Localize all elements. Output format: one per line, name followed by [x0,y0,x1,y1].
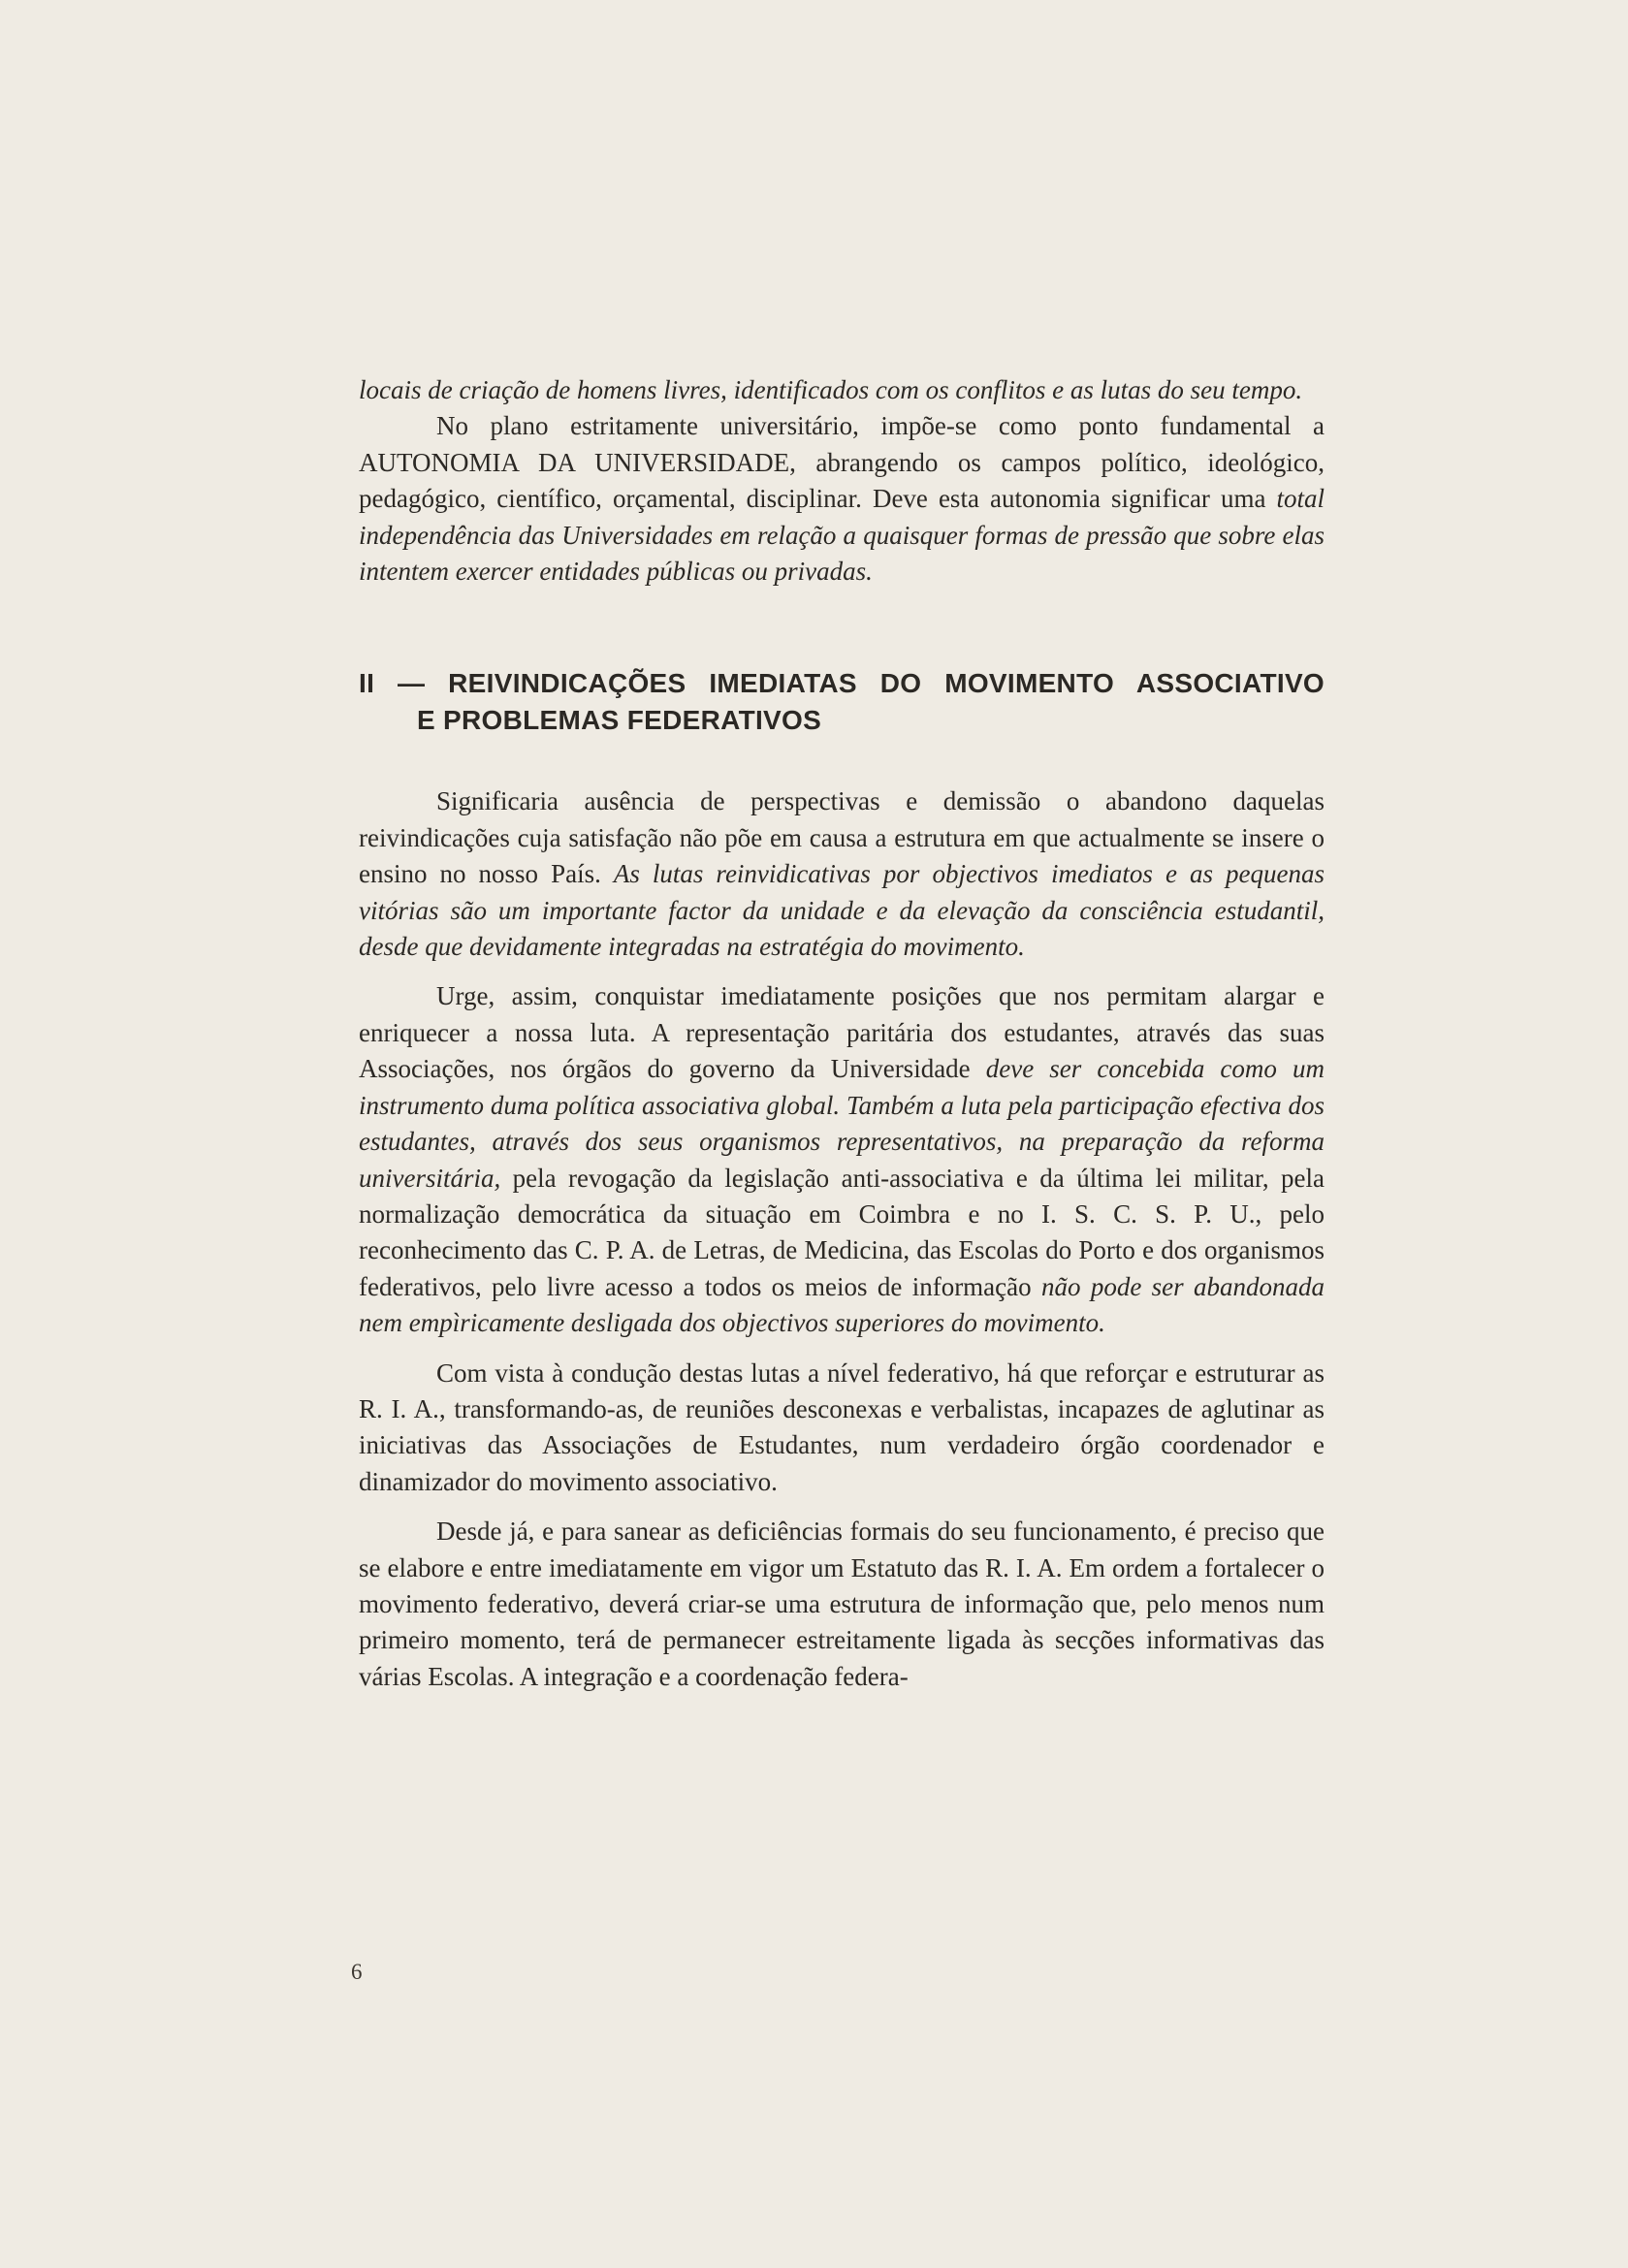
body-text: No plano estritamente universitário, impõe-se como ponto fundamental a AUTONOMIA DA UNIVERSIDADE, abrangendo os campos político, ideológico, pedagógico, científico, orçamental, disciplinar. Deve esta autonomia significar uma [359,411,1325,514]
body-text: Com vista à condução destas lutas a nível federativo, há que reforçar e estruturar as R. I. A., transformando-as, de reuniões desconexas e verbalistas, incapazes de aglutinar as iniciativas das Associações de Estudantes, num verdadeiro órgão coordenador e dinamizador do movimento associativo. [359,1358,1325,1496]
paragraph [359,372,1325,408]
paragraph [359,1514,1325,1695]
page-number: 6 [351,1960,363,1984]
italic-text: não pode ser abandonada nem empìricamente desligada dos objectivos superiores do movimento. [359,1271,1325,1338]
body-text: Significaria ausência de perspectivas e demissão o abandono daquelas reivindicações cuja satisfação não põe em causa a estrutura em que actualmente se insere o ensino no nosso País. [359,786,1325,889]
paragraph [359,1356,1325,1501]
text-column [359,372,1325,1695]
italic-text: total independência das Universidades em relação a quaisquer formas de pressão que sobre elas intentem exercer entidades públicas ou privadas. [359,484,1325,587]
section-heading [359,665,1325,739]
body-text: Urge, assim, conquistar imediatamente posições que nos permitam alargar e enriquecer a nossa luta. A representação paritária dos estudantes, através das suas Associações, nos órgãos do governo da Universidade [359,981,1325,1084]
body-text: pela revogação da legislação anti-associativa e da última lei militar, pela normalização democrática da situação em Coimbra e no I. S. C. S. P. U., pelo reconhecimento das C. P. A. de Letras, de Medicina, das Escolas do Porto e dos organismos federativos, pelo livre acesso a todos os meios de informação [359,1163,1325,1301]
paragraph [359,408,1325,590]
italic-text: As lutas reinvidicativas por objectivos imediatos e as pequenas vitórias são um importante factor da unidade e da elevação da consciência estudantil, desde que devidamente integradas na estratégia do movimento. [359,859,1325,962]
section-heading-line-1: II — REIVINDICAÇÕES IMEDIATAS DO MOVIMENTO ASSOCIATIVO [359,668,1325,699]
body-text: Desde já, e para sanear as deficiências formais do seu funcionamento, é preciso que se elabore e entre imediatamente em vigor um Estatuto das R. I. A. Em ordem a fortalecer o movimento federativo, deverá criar-se uma estrutura de informação que, pelo menos num primeiro momento, terá de permanecer estreitamente ligada às secções informativas das várias Escolas. A integração e a coordenação federa- [359,1517,1325,1691]
italic-text: locais de criação de homens livres, identificados com os conflitos e as lutas do seu tempo. [359,375,1303,404]
paragraph [359,978,1325,1341]
paragraph [359,783,1325,965]
italic-text: deve ser concebida como um instrumento duma política associativa global. Também a luta pela participação efectiva dos estudantes, através dos seus organismos representativos, na preparação da reforma universitária, [359,1054,1325,1193]
section-heading-line-2: E PROBLEMAS FEDERATIVOS [417,705,822,736]
